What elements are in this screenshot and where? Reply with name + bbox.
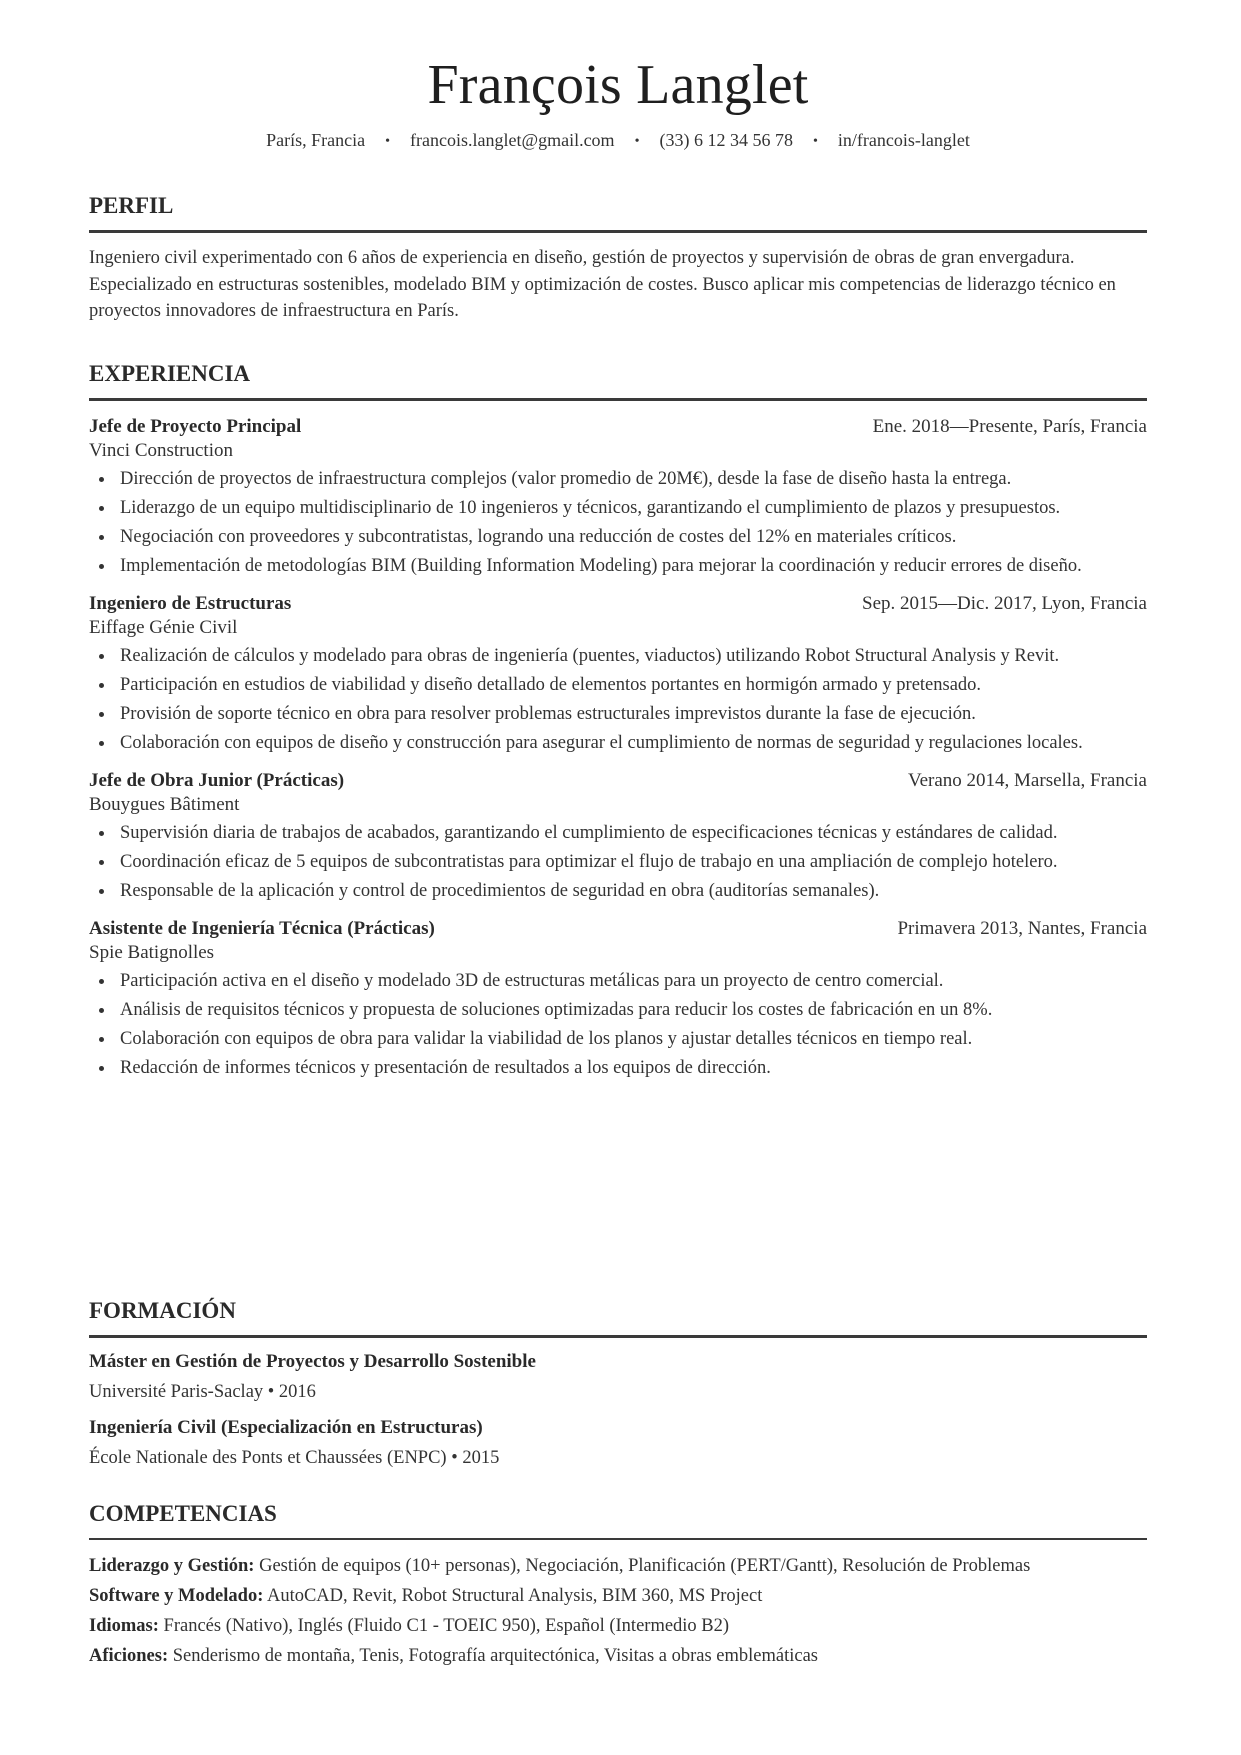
section-divider (89, 398, 1147, 401)
skills-section (89, 1500, 1147, 1668)
skill-label: Software y Modelado: (89, 1586, 264, 1606)
education-school: Université Paris-Saclay • 2016 (89, 1382, 316, 1402)
bullet-item: Colaboración con equipos de diseño y construcción para asegurar el cumplimiento de normas de seguridad y regulaciones locales. (120, 731, 1147, 755)
job-entry (89, 592, 1147, 755)
education-section (89, 1297, 1147, 1470)
job-bullets (89, 467, 1147, 578)
bullet-item: Coordinación eficaz de 5 equipos de subcontratistas para optimizar el flujo de trabajo en una ampliación de complejo hotelero. (120, 850, 1147, 874)
section-divider (89, 1335, 1147, 1338)
education-school: École Nationale des Ponts et Chaussées (ENPC) • 2015 (89, 1448, 500, 1468)
contact-location: París, Francia (266, 130, 366, 150)
bullet-item: Realización de cálculos y modelado para obras de ingeniería (puentes, viaductos) utilizando Robot Structural Analysis y Revit. (120, 644, 1147, 668)
skill-row (89, 1584, 1147, 1608)
skill-value: Francés (Nativo), Inglés (Fluido C1 - TOEIC 950), Español (Intermedio B2) (163, 1616, 730, 1636)
contact-line (89, 128, 1147, 154)
profile-summary: Ingeniero civil experimentado con 6 años de experiencia en diseño, gestión de proyectos y supervisión de obras de gran envergadura. Especializado en estructuras sostenibles, modelado BIM y optimización de costes. Busco aplicar mis competencias de liderazgo técnico en proyectos innovadores de infraestructura en París. (89, 248, 1116, 321)
bullet-item: Provisión de soporte técnico en obra para resolver problemas estructurales imprevistos durante la fase de ejecución. (120, 702, 1147, 726)
education-entry (89, 1416, 1147, 1470)
job-entry (89, 769, 1147, 903)
job-bullets (89, 969, 1147, 1080)
skill-label: Aficiones: (89, 1646, 169, 1666)
profile-section (89, 192, 1147, 325)
skill-row (89, 1554, 1147, 1578)
candidate-name: François Langlet (427, 54, 809, 116)
job-title: Asistente de Ingeniería Técnica (Prácticas) (89, 918, 435, 939)
job-bullets (89, 644, 1147, 755)
bullet-item: Negociación con proveedores y subcontratistas, logrando una reducción de costes del 12% en materiales críticos. (120, 525, 1147, 549)
section-divider (89, 230, 1147, 233)
education-degree: Máster en Gestión de Proyectos y Desarrollo Sostenible (89, 1351, 536, 1372)
job-company: Eiffage Génie Civil (89, 617, 238, 638)
bullet-item: Responsable de la aplicación y control de procedimientos de seguridad en obra (auditorías semanales). (120, 879, 1147, 903)
bullet-item: Supervisión diaria de trabajos de acabados, garantizando el cumplimiento de especificaciones técnicas y estándares de calidad. (120, 821, 1147, 845)
contact-linkedin[interactable]: in/francois-langlet (837, 130, 970, 150)
skill-row (89, 1644, 1147, 1668)
job-title: Ingeniero de Estructuras (89, 593, 292, 614)
bullet-item: Liderazgo de un equipo multidisciplinario de 10 ingenieros y técnicos, garantizando el cumplimiento de plazos y presupuestos. (120, 496, 1147, 520)
job-entry (89, 917, 1147, 1080)
section-divider (89, 1538, 1147, 1540)
bullet-item: Redacción de informes técnicos y presentación de resultados a los equipos de dirección. (120, 1056, 1147, 1080)
job-company: Vinci Construction (89, 440, 233, 461)
separator-dot: • (634, 134, 640, 149)
contact-email[interactable]: francois.langlet@gmail.com (410, 130, 615, 150)
contact-phone[interactable]: (33) 6 12 34 56 78 (659, 130, 793, 150)
skill-label: Idiomas: (89, 1616, 159, 1636)
education-degree: Ingeniería Civil (Especialización en Estructuras) (89, 1417, 483, 1438)
skill-value: AutoCAD, Revit, Robot Structural Analysis, BIM 360, MS Project (266, 1586, 763, 1606)
job-dates-location: Sep. 2015—Dic. 2017, Lyon, Francia (862, 593, 1147, 614)
section-title-education: FORMACIÓN (89, 1298, 236, 1323)
job-dates-location: Primavera 2013, Nantes, Francia (897, 918, 1147, 939)
bullet-item: Análisis de requisitos técnicos y propuesta de soluciones optimizadas para reducir los costes de fabricación en un 8%. (120, 998, 1147, 1022)
bullet-item: Participación en estudios de viabilidad y diseño detallado de elementos portantes en hormigón armado y pretensado. (120, 673, 1147, 697)
skill-label: Liderazgo y Gestión: (89, 1556, 255, 1576)
bullet-item: Participación activa en el diseño y modelado 3D de estructuras metálicas para un proyecto de centro comercial. (120, 969, 1147, 993)
job-bullets (89, 821, 1147, 903)
section-title-profile: PERFIL (89, 193, 174, 218)
education-entry (89, 1350, 1147, 1404)
bullet-item: Dirección de proyectos de infraestructura complejos (valor promedio de 20M€), desde la fase de diseño hasta la entrega. (120, 467, 1147, 491)
skill-row (89, 1614, 1147, 1638)
job-dates-location: Verano 2014, Marsella, Francia (907, 770, 1147, 791)
bullet-item: Colaboración con equipos de obra para validar la viabilidad de los planos y ajustar detalles técnicos en tiempo real. (120, 1027, 1147, 1051)
job-entry (89, 415, 1147, 578)
job-title: Jefe de Proyecto Principal (89, 416, 302, 437)
resume-page (89, 0, 1147, 1666)
separator-dot: • (385, 134, 391, 149)
skill-value: Gestión de equipos (10+ personas), Negociación, Planificación (PERT/Gantt), Resolución de Problemas (259, 1556, 1031, 1576)
bullet-item: Implementación de metodologías BIM (Building Information Modeling) para mejorar la coordinación y reducir errores de diseño. (120, 554, 1147, 578)
job-dates-location: Ene. 2018—Presente, París, Francia (872, 416, 1147, 437)
job-company: Spie Batignolles (89, 942, 215, 963)
separator-dot: • (812, 134, 818, 149)
job-title: Jefe de Obra Junior (Prácticas) (89, 770, 345, 791)
skill-value: Senderismo de montaña, Tenis, Fotografía arquitectónica, Visitas a obras emblemáticas (172, 1646, 819, 1666)
section-title-skills: COMPETENCIAS (89, 1501, 277, 1526)
experience-section (89, 360, 1147, 1085)
job-company: Bouygues Bâtiment (89, 794, 240, 815)
section-title-experience: EXPERIENCIA (89, 361, 251, 386)
